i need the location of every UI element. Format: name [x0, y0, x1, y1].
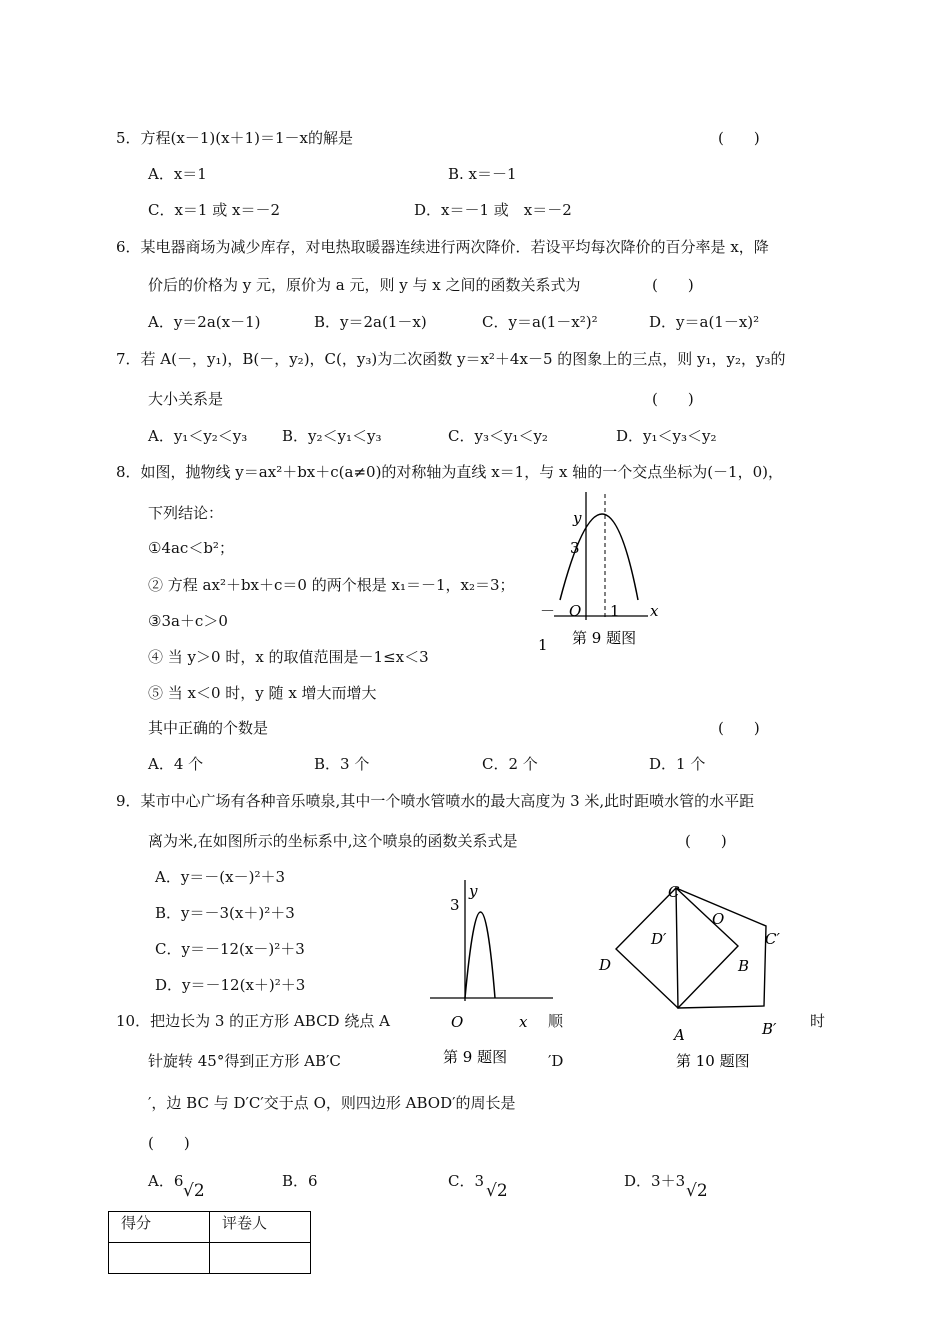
q8-conclusion-3: ③3a＋c＞0 — [148, 612, 228, 630]
q10-stem-c: 时 — [810, 1012, 826, 1030]
q10-option-d-sqrt: √2 — [686, 1181, 708, 1201]
q6-answer-paren: ( ) — [652, 276, 694, 294]
q6-option-c: C．y＝a(1－x²)² — [482, 313, 598, 331]
q7-option-a: A．y₁＜y₂＜y₃ — [148, 427, 248, 445]
label-b-prime: B′ — [762, 1020, 777, 1038]
q5-option-a: A．x＝1 — [148, 165, 207, 183]
q8-conclusion-5: ⑤ 当 x＜0 时，y 随 x 增大而增大 — [148, 684, 377, 702]
score-cell[interactable] — [109, 1243, 210, 1274]
q8-answer-paren: ( ) — [718, 719, 760, 737]
minus-sign: － — [540, 602, 556, 620]
q5-option-c: C．x＝1 或 x＝－2 — [148, 201, 281, 219]
q8-stem-line1: 8．如图，抛物线 y＝ax²＋bx＋c(a≠0)的对称轴为直线 x＝1，与 x 轴的一个交点坐标为(－1，0)， — [116, 463, 783, 481]
q9-option-d: D．y＝－12(x＋)²＋3 — [155, 976, 306, 994]
q10-option-a: A．6 — [148, 1172, 184, 1190]
q10-stem-f: ′，边 BC 与 D′C′交于点 O，则四边形 ABOD′的周长是 — [148, 1094, 516, 1112]
q8-question: 其中正确的个数是 — [148, 719, 269, 737]
q5-answer-paren: ( ) — [718, 129, 760, 147]
q9-fountain-figure — [425, 876, 555, 1071]
grader-cell[interactable] — [210, 1243, 311, 1274]
q5-stem: 5．方程(x－1)(x＋1)＝1－x的解是 — [116, 129, 353, 147]
origin-label: O — [451, 1013, 464, 1031]
q6-option-b: B．y＝2a(1－x) — [314, 313, 427, 331]
parabola-curve — [560, 514, 638, 600]
q10-option-a-sqrt: √2 — [183, 1181, 205, 1201]
x-axis-label: x — [650, 602, 659, 620]
q6-option-a: A．y＝2a(x－1) — [148, 313, 261, 331]
q8-figure-caption: 第 9 题图 — [572, 629, 637, 647]
origin-label: O — [569, 602, 582, 620]
q10-squares-figure — [590, 876, 800, 1076]
fountain-curve — [465, 912, 495, 998]
q6-option-d: D．y＝a(1－x)² — [649, 313, 760, 331]
q10-option-d: D．3＋3 — [624, 1172, 686, 1190]
q8-option-c: C．2 个 — [482, 755, 538, 773]
label-c-prime: C′ — [765, 930, 780, 948]
y-axis-label: y — [469, 882, 478, 900]
q9-answer-paren: ( ) — [685, 832, 727, 850]
y-axis-label: y — [573, 509, 582, 527]
q10-stem-a: 10．把边长为 3 的正方形 ABCD 绕点 A — [116, 1012, 390, 1030]
label-d-prime: D′ — [651, 930, 667, 948]
score-table — [108, 1211, 311, 1274]
q10-option-c-sqrt: √2 — [486, 1181, 508, 1201]
q8-option-a: A．4 个 — [148, 755, 204, 773]
q9-option-b: B．y＝－3(x＋)²＋3 — [155, 904, 295, 922]
label-d: D — [599, 956, 612, 974]
grader-header: 评卷人 — [210, 1212, 311, 1243]
q6-stem-line2: 价后的价格为 y 元，原价为 a 元，则 y 与 x 之间的函数关系式为 — [148, 276, 581, 294]
q7-stem-line2: 大小关系是 — [148, 390, 224, 408]
q9-figure-caption: 第 9 题图 — [443, 1048, 508, 1066]
x-axis-label: x — [519, 1013, 528, 1031]
q10-figure-caption: 第 10 题图 — [676, 1052, 750, 1070]
q9-option-c: C．y＝－12(x－)²＋3 — [155, 940, 305, 958]
tick-label-1: 1 — [610, 602, 620, 620]
q10-option-b: B．6 — [282, 1172, 318, 1190]
q8-conclusion-2: ② 方程 ax²＋bx＋c＝0 的两个根是 x₁＝－1，x₂＝3； — [148, 576, 515, 594]
q10-stem-e: ′D — [548, 1052, 564, 1070]
q9-option-a: A．y＝－(x－)²＋3 — [155, 868, 286, 886]
q8-option-d: D．1 个 — [649, 755, 706, 773]
q10-answer-paren: ( ) — [148, 1134, 190, 1152]
score-header: 得分 — [109, 1212, 210, 1243]
q5-option-d: D．x＝－1 或 x＝－2 — [414, 201, 572, 219]
q7-answer-paren: ( ) — [652, 390, 694, 408]
label-b: B — [738, 957, 750, 975]
q8-option-b: B．3 个 — [314, 755, 370, 773]
q7-option-d: D．y₁＜y₃＜y₂ — [616, 427, 717, 445]
label-o: O — [712, 910, 725, 928]
q8-parabola-figure — [530, 488, 680, 658]
label-c: C — [668, 883, 680, 901]
q5-option-b: B. x＝－1 — [448, 165, 517, 183]
q7-option-b: B．y₂＜y₁＜y₃ — [282, 427, 382, 445]
q8-conclusion-1: ①4ac＜b²； — [148, 539, 234, 557]
tick-label-3: 3 — [450, 896, 460, 914]
q9-stem-line2: 离为米,在如图所示的坐标系中,这个喷泉的函数关系式是 — [148, 832, 518, 850]
q7-stem-line1: 7．若 A(－，y₁)，B(－，y₂)，C(，y₃)为二次函数 y＝x²＋4x－5 的图象上的三点，则 y₁，y₂，y₃的 — [116, 350, 786, 368]
q9-stem-line1: 9．某市中心广场有各种音乐喷泉,其中一个喷水管喷水的最大高度为 3 米,此时距喷水管的水平距 — [116, 792, 755, 810]
q10-stem-d: 针旋转 45°得到正方形 AB′C — [148, 1052, 341, 1070]
stray-label-1: 1 — [538, 636, 548, 654]
label-a: A — [674, 1026, 685, 1044]
q7-option-c: C．y₃＜y₁＜y₂ — [448, 427, 548, 445]
q10-stem-b: 顺 — [548, 1012, 564, 1030]
q8-conclusion-4: ④ 当 y＞0 时，x 的取值范围是－1≤x＜3 — [148, 648, 429, 666]
square-ab-c-d-prime — [676, 888, 766, 1008]
q8-stem-line2: 下列结论： — [148, 504, 224, 522]
tick-label-3: 3 — [570, 539, 580, 557]
q10-option-c: C．3 — [448, 1172, 485, 1190]
q6-stem-line1: 6．某电器商场为减少库存，对电热取暖器连续进行两次降价．若设平均每次降价的百分率是 x，降 — [116, 238, 769, 256]
